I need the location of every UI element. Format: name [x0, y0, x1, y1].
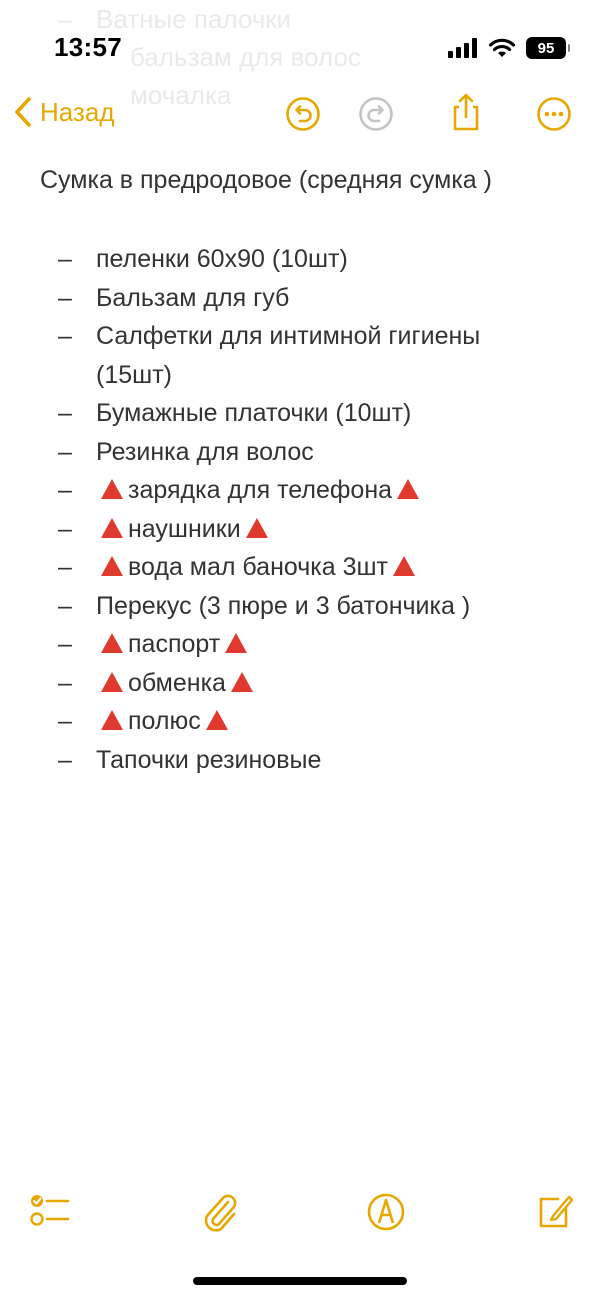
- list-item-text: Перекус (3 пюре и 3 батончика ): [96, 591, 471, 620]
- list-item-text: Салфетки для интимной гигиены: [96, 322, 481, 350]
- home-indicator: [193, 1277, 407, 1285]
- list-dash: –: [58, 553, 72, 581]
- note-body[interactable]: [40, 162, 580, 774]
- chevron-left-icon: [14, 96, 32, 128]
- back-label: Назад: [40, 96, 115, 127]
- list-item-text: полюс: [128, 707, 201, 735]
- undo-icon[interactable]: [285, 96, 321, 132]
- red-triangle-icon: [397, 479, 419, 499]
- bottom-toolbar: [0, 1186, 600, 1236]
- list-dash: –: [58, 630, 72, 658]
- list-item-text: Бальзам для губ: [96, 283, 290, 312]
- share-icon[interactable]: [448, 92, 484, 132]
- list-item-text: Тапочки резиновые: [96, 745, 322, 774]
- list-item-text: обменка: [128, 668, 226, 697]
- wifi-icon: [488, 38, 516, 58]
- list-item-text: наушники: [128, 514, 241, 543]
- red-triangle-icon: [101, 518, 123, 538]
- red-triangle-icon: [101, 710, 123, 730]
- ghost-line: Ватные палочки: [96, 4, 292, 34]
- list-item[interactable]: [58, 240, 578, 279]
- list-dash: –: [58, 591, 72, 620]
- ghost-line: мочалка: [130, 80, 232, 110]
- list-dash: –: [58, 322, 72, 350]
- list-item[interactable]: [58, 702, 578, 741]
- list-item[interactable]: [58, 433, 578, 472]
- list-item-text: пеленки 60х90 (10шт): [96, 245, 348, 273]
- list-item[interactable]: [58, 279, 578, 318]
- checklist-icon[interactable]: [28, 1190, 70, 1232]
- ghost-line: бальзам для волос: [130, 42, 361, 72]
- list-item-text: (15шт): [96, 360, 172, 389]
- note-title: Сумка в предродовое (средняя сумка ): [40, 166, 492, 194]
- red-triangle-icon: [101, 479, 123, 499]
- list-dash: –: [58, 707, 72, 735]
- more-options-icon[interactable]: [536, 96, 572, 132]
- redo-icon[interactable]: [358, 96, 394, 132]
- list-item[interactable]: [58, 664, 578, 703]
- red-triangle-icon: [206, 710, 228, 730]
- paperclip-icon[interactable]: [198, 1190, 240, 1232]
- list-dash: –: [58, 514, 72, 543]
- red-triangle-icon: [101, 633, 123, 653]
- list-item-text: паспорт: [128, 630, 221, 658]
- list-dash: –: [58, 476, 72, 504]
- list-item[interactable]: [58, 587, 578, 626]
- list-item[interactable]: [58, 625, 578, 664]
- status-bar: [0, 0, 600, 96]
- list-dash: –: [58, 437, 72, 466]
- list-item[interactable]: [58, 356, 578, 395]
- list-item[interactable]: [58, 510, 578, 549]
- list-item[interactable]: [58, 741, 578, 780]
- status-icons: [448, 36, 566, 60]
- list-item-text: зарядка для телефона: [128, 476, 393, 504]
- list-dash: –: [58, 745, 72, 774]
- red-triangle-icon: [225, 633, 247, 653]
- list-dash: –: [58, 399, 72, 427]
- list-item-text: Резинка для волос: [96, 437, 314, 466]
- list-dash: –: [58, 245, 72, 273]
- list-item[interactable]: [58, 548, 578, 587]
- red-triangle-icon: [393, 556, 415, 576]
- ghost-dash: –: [58, 4, 73, 34]
- list-dash: –: [58, 668, 72, 697]
- list-item-text: Бумажные платочки (10шт): [96, 399, 412, 427]
- red-triangle-icon: [101, 556, 123, 576]
- markup-pen-icon[interactable]: [365, 1190, 407, 1232]
- list-item[interactable]: [58, 317, 578, 356]
- red-triangle-icon: [101, 672, 123, 692]
- list-item-text: вода мал баночка 3шт: [128, 553, 388, 581]
- compose-icon[interactable]: [534, 1190, 576, 1232]
- list-dash: –: [58, 283, 72, 312]
- status-time: 13:57: [54, 32, 122, 62]
- battery-level: 95: [537, 39, 555, 57]
- cellular-signal-icon: [448, 38, 478, 58]
- navigation-bar: [0, 90, 600, 142]
- checklist: [58, 240, 578, 779]
- back-button[interactable]: [14, 96, 115, 128]
- list-item[interactable]: [58, 471, 578, 510]
- battery-icon: [526, 37, 566, 59]
- list-item[interactable]: [58, 394, 578, 433]
- red-triangle-icon: [246, 518, 268, 538]
- red-triangle-icon: [231, 672, 253, 692]
